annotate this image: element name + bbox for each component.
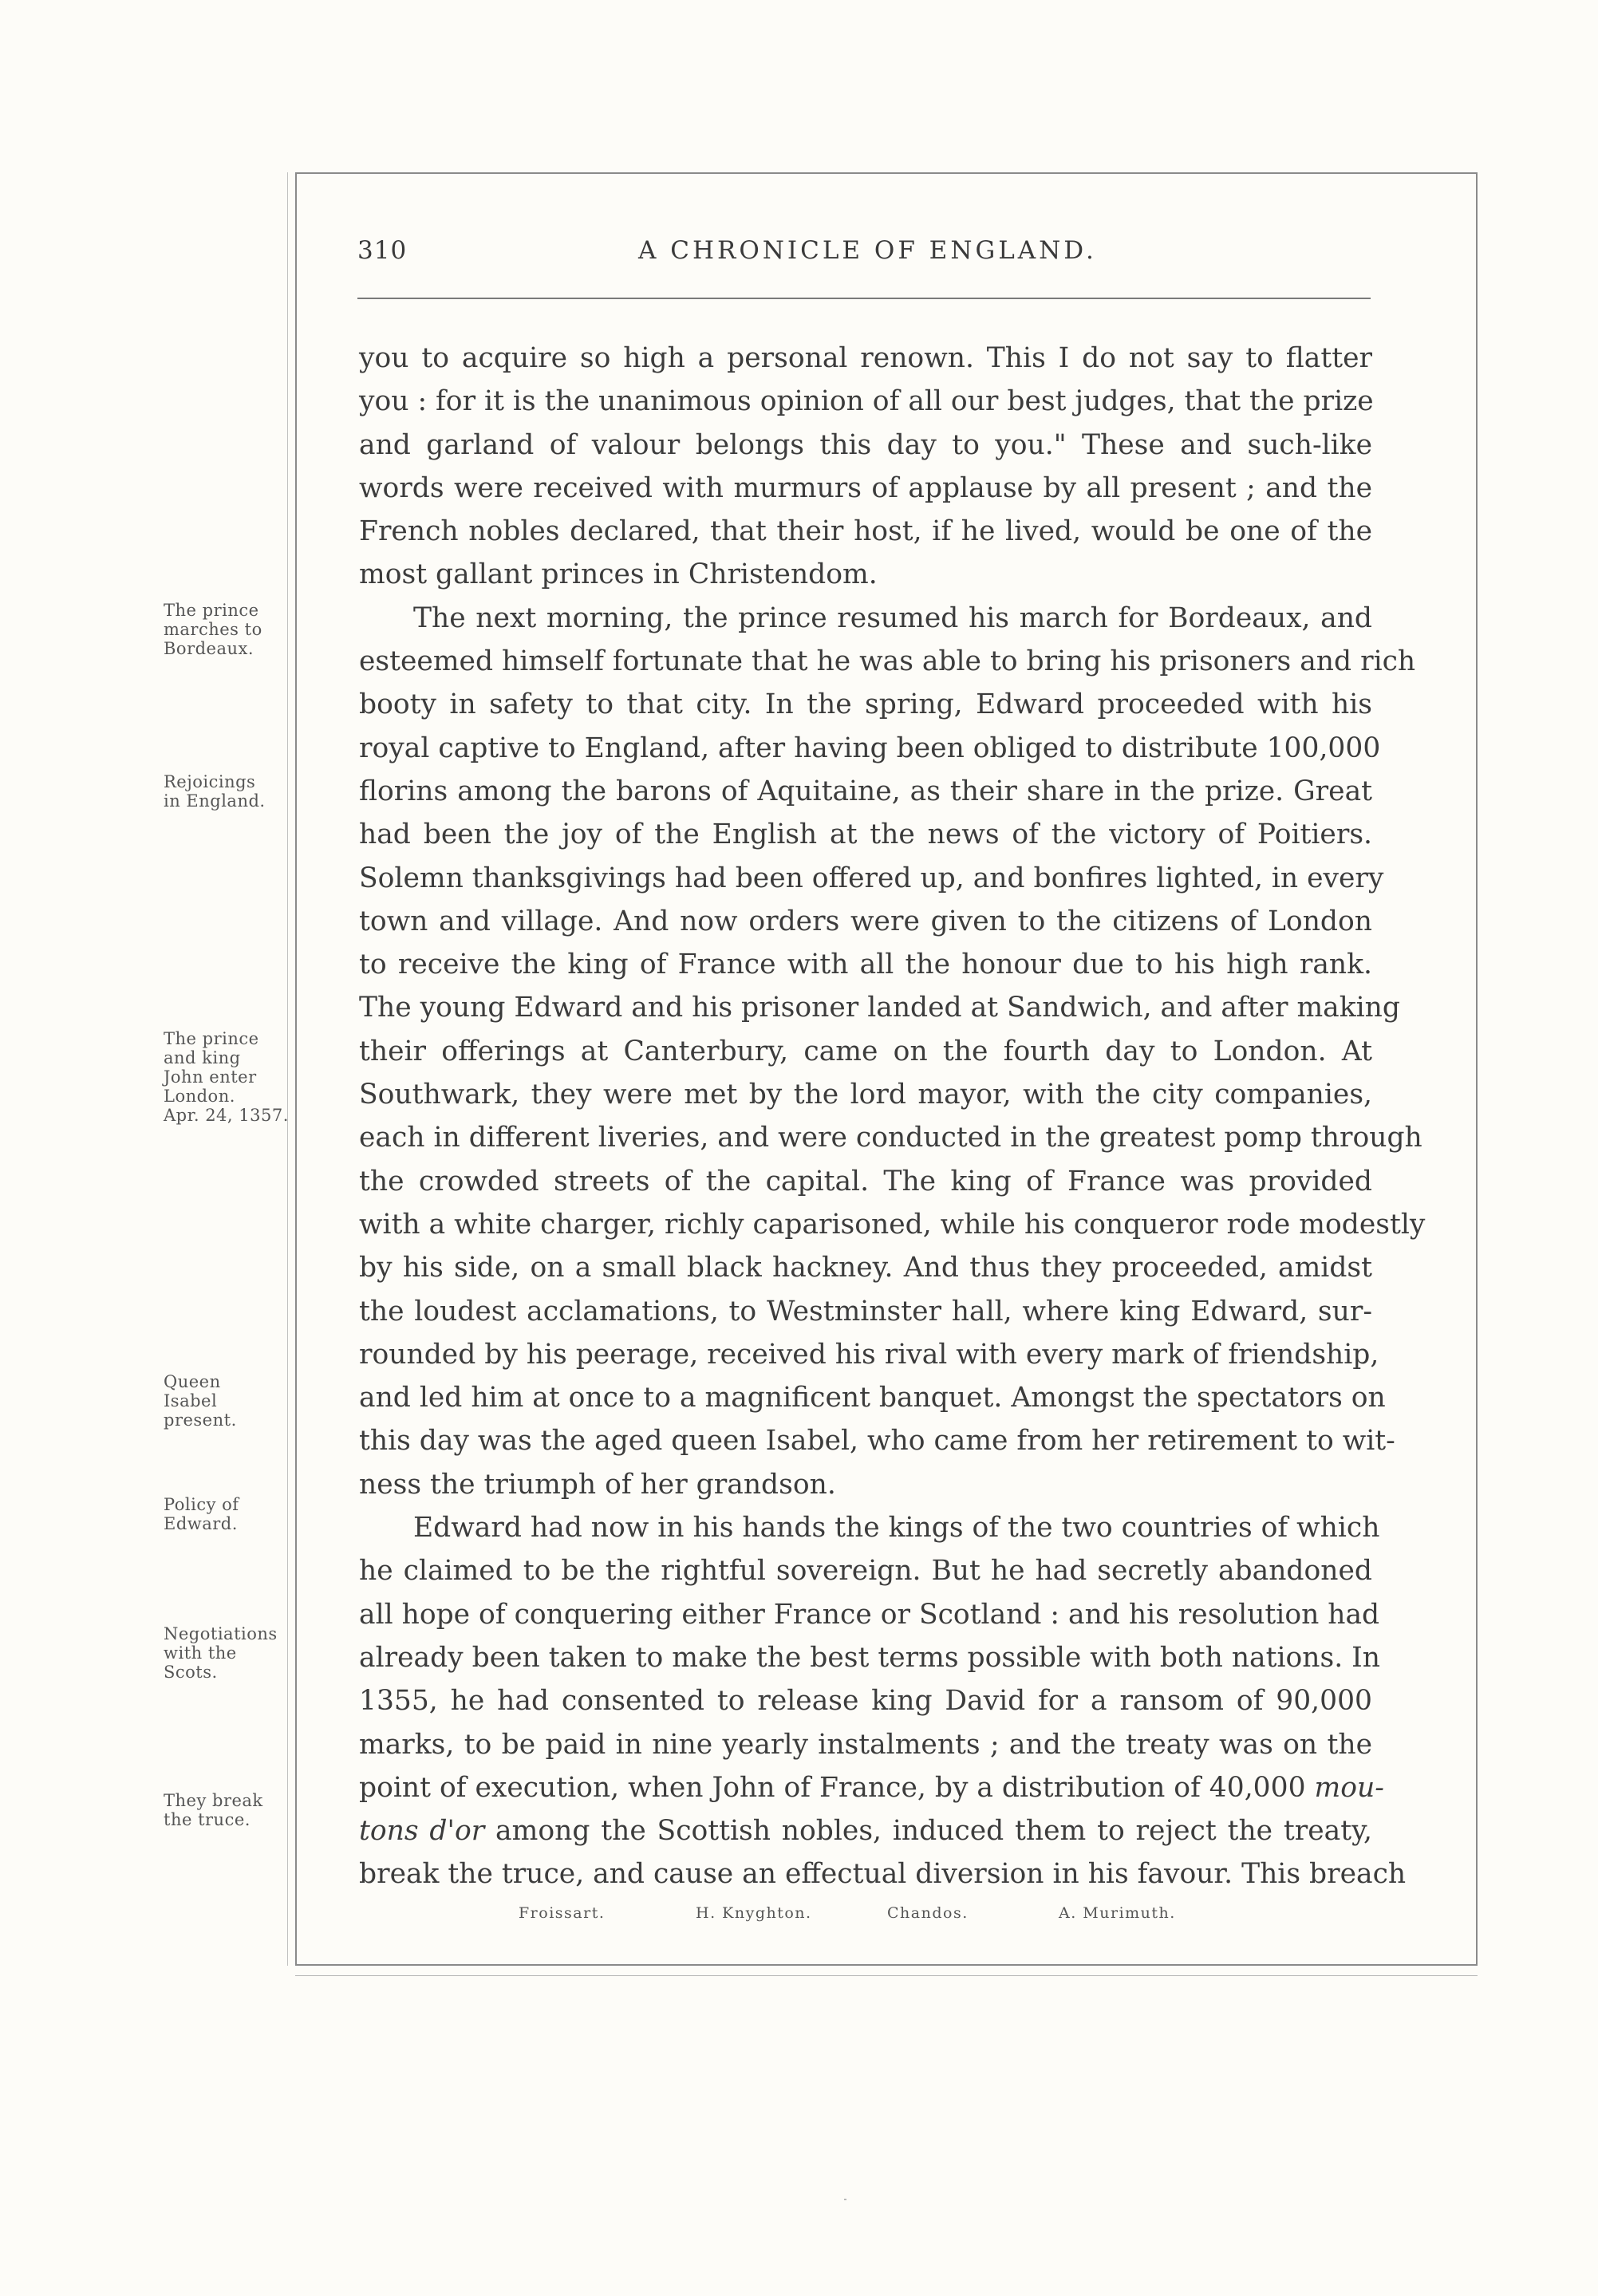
source-murimuth: A. Murimuth. xyxy=(1059,1904,1176,1922)
text-line: he claimed to be the rightful sovereign. But he had secretly abandoned xyxy=(359,1555,1372,1588)
text-line: French nobles declared, that their host, if he lived, would be one of the xyxy=(359,515,1372,548)
text-line: you to acquire so high a personal renown. This I do not say to flatter xyxy=(359,342,1372,374)
text-line: The young Edward and his prisoner landed at Sandwich, and after making xyxy=(359,992,1400,1024)
margin-note-enter-london: The prince and king John enter London. Apr. 24, 1357. xyxy=(164,1029,289,1125)
text-line: The next morning, the prince resumed his march for Bordeaux, and xyxy=(413,602,1372,634)
text-line: by his side, on a small black hackney. And thus they proceeded, amidst xyxy=(359,1252,1372,1284)
text-line xyxy=(359,1766,1384,1809)
text-line: and led him at once to a magnificent banquet. Amongst the spectators on xyxy=(359,1382,1386,1414)
text-line: the crowded streets of the capital. The king of France was provided xyxy=(359,1165,1372,1197)
text-line: you : for it is the unanimous opinion of all our best judges, that the prize xyxy=(359,385,1374,418)
text-segment: among the Scottish nobles, induced them to reject the treaty, xyxy=(495,1815,1372,1848)
text-line: had been the joy of the English at the news of the victory of Poitiers. xyxy=(359,819,1372,851)
text-line: Southwark, they were met by the lord mayor, with the city companies, xyxy=(359,1079,1372,1111)
frame-bottom-rule xyxy=(295,1975,1478,1976)
text-line: this day was the aged queen Isabel, who came from her retirement to wit- xyxy=(359,1425,1395,1458)
text-line: town and village. And now orders were given to the citizens of London xyxy=(359,905,1372,937)
text-segment: point of execution, when John of France, by a distribution of 40,000 xyxy=(359,1771,1306,1804)
text-line: with a white charger, richly caparisoned, while his conqueror rode modestly xyxy=(359,1208,1426,1241)
source-chandos: Chandos. xyxy=(887,1904,969,1922)
text-line: and garland of valour belongs this day to you." These and such-like xyxy=(359,428,1372,461)
text-line: the loudest acclamations, to Westminster hall, where king Edward, sur- xyxy=(359,1295,1372,1327)
margin-note-prince-marches: The prince marches to Bordeaux. xyxy=(164,601,262,658)
margin-note-break-truce: They break the truce. xyxy=(164,1791,263,1829)
text-line: booty in safety to that city. In the spring, Edward proceeded with his xyxy=(359,688,1372,721)
text-line: florins among the barons of Aquitaine, as their share in the prize. Great xyxy=(359,775,1372,807)
text-line: Solemn thanksgivings had been offered up, and bonfires lighted, in every xyxy=(359,862,1384,894)
header-rule xyxy=(357,298,1371,299)
text-line: ness the triumph of her grandson. xyxy=(359,1468,836,1501)
text-line: esteemed himself fortunate that he was able to bring his prisoners and rich xyxy=(359,645,1416,678)
running-head: A CHRONICLE OF ENGLAND. xyxy=(638,236,1097,265)
text-line: their offerings at Canterbury, came on the fourth day to London. At xyxy=(359,1035,1372,1067)
text-line: words were received with murmurs of applause by all present ; and the xyxy=(359,471,1372,504)
text-line: already been taken to make the best terms possible with both nations. In xyxy=(359,1641,1380,1674)
margin-note-policy: Policy of Edward. xyxy=(164,1495,239,1533)
source-knyghton: H. Knyghton. xyxy=(696,1904,812,1922)
text-line: marks, to be paid in nine yearly instalments ; and the treaty was on the xyxy=(359,1728,1372,1761)
text-line: most gallant princes in Christendom. xyxy=(359,558,878,591)
margin-note-negotiations: Negotiations with the Scots. xyxy=(164,1624,278,1682)
page-number: 310 xyxy=(357,236,408,265)
text-line: each in different liveries, and were conducted in the greatest pomp through xyxy=(359,1122,1422,1154)
text-line: to receive the king of France with all the honour due to his high rank. xyxy=(359,949,1372,981)
text-line: Edward had now in his hands the kings of the two countries of which xyxy=(413,1512,1380,1544)
text-line: break the truce, and cause an effectual diversion in his favour. This breach xyxy=(359,1858,1407,1891)
text-line: royal captive to England, after having been obliged to distribute 100,000 xyxy=(359,732,1381,764)
body-text xyxy=(359,337,1426,1896)
page-speck xyxy=(844,2199,846,2200)
text-line: 1355, he had consented to release king David for a ransom of 90,000 xyxy=(359,1685,1372,1718)
margin-note-queen-isabel: Queen Isabel present. xyxy=(164,1372,237,1430)
italic-text: mou- xyxy=(1314,1771,1384,1804)
text-line: rounded by his peerage, received his rival with every mark of friendship, xyxy=(359,1338,1379,1371)
source-froissart: Froissart. xyxy=(519,1904,606,1922)
italic-text: tons d'or xyxy=(359,1815,485,1848)
text-line xyxy=(359,1809,1372,1852)
text-line: all hope of conquering either France or Scotland : and his resolution had xyxy=(359,1598,1380,1631)
margin-note-rejoicings: Rejoicings in England. xyxy=(164,772,266,811)
